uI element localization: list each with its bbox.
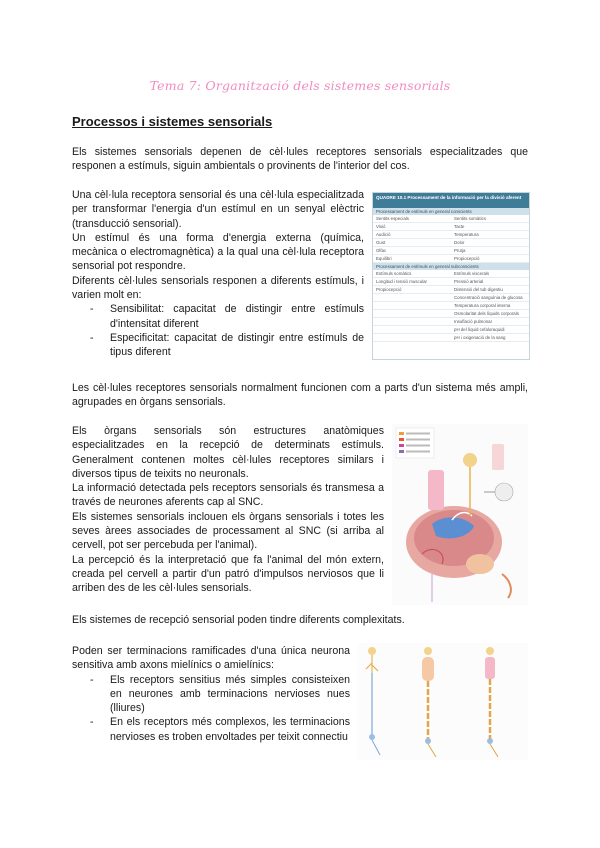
section-heading: Processos i sistemes sensorials bbox=[72, 114, 273, 129]
table-cell: Temperatura bbox=[454, 232, 479, 237]
list-item: - Els receptors sensitius més simples consisteixen en neurones amb terminacions nervioses nues (lliures) bbox=[90, 673, 350, 715]
paragraph-intro: Els sistemes sensorials depenen de cèl·lules receptores sensorials especialitzades que responen a estímuls, siguin ambientals o provinents de l'interior del cos. bbox=[72, 146, 528, 173]
table-row bbox=[373, 326, 529, 334]
table-cell: Equilibri bbox=[376, 256, 392, 261]
table-cell: Estímuls somàtics bbox=[376, 271, 412, 276]
table-cell: Tacte bbox=[454, 224, 465, 229]
table-cell: Visió bbox=[376, 224, 386, 229]
list-item: - En els receptors més complexos, les terminacions nervioses es troben envoltades per teixit connectiu bbox=[90, 716, 350, 743]
paragraph-terminations: Poden ser terminacions ramificades d'una única neurona sensitiva amb axons mielínics o amielínics: bbox=[72, 645, 350, 672]
table-cell bbox=[373, 318, 451, 325]
paragraph-organs: Els òrgans sensorials són estructures anatòmiques especialitzades en la recepció de determinats estímuls. Generalment contenen moltes cèl·lules receptores similars i diversos tipus de teixits no neuronals. bbox=[72, 425, 384, 480]
table-cell: Audició bbox=[376, 232, 391, 237]
table-cell: Distensió del tub digestiu bbox=[454, 287, 503, 292]
table-row bbox=[373, 223, 529, 231]
table-cell bbox=[373, 334, 451, 341]
table-row bbox=[373, 310, 529, 318]
table-cell: Osmolaritat dels líquids corporals bbox=[454, 311, 519, 316]
table-cell: Dolor bbox=[454, 240, 465, 245]
table-section-header: Processament de estímuls en general conscients bbox=[373, 208, 529, 215]
table-cell bbox=[373, 326, 451, 333]
table-body-conscious bbox=[373, 215, 529, 263]
paragraph-variation: Diferents cèl·lules sensorials responen a diferents estímuls, i varien molt en: bbox=[72, 274, 364, 302]
sensory-neurons-illustration bbox=[358, 643, 528, 760]
paragraph-afferent: La informació detectada pels receptors sensorials és transmesa a través de neurones aferents cap al SNC. bbox=[72, 482, 384, 509]
paragraph-receptor-cell: Una cèl·lula receptora sensorial és una cèl·lula especialitzada per transformar l'energia d'un estímul en un senyal elèctric (transducció sensorial). bbox=[72, 189, 364, 230]
neuron-encapsulated bbox=[422, 647, 436, 757]
list-item: - Especificitat: capacitat de distingir entre estímuls de tipus diferent bbox=[90, 331, 364, 359]
bullet-list-properties bbox=[72, 302, 364, 359]
table-cell: Sentits somàtics bbox=[454, 216, 486, 221]
list-item: - Sensibilitat: capacitat de distingir entre estímuls d'intensitat diferent bbox=[90, 303, 364, 330]
table-body-subconscious bbox=[373, 270, 529, 342]
table-cell: Gust bbox=[376, 240, 386, 245]
table-cell bbox=[373, 302, 451, 309]
page-title: Tema 7: Organització dels sistemes sensorials bbox=[149, 78, 451, 93]
paragraph-systems: Els sistemes sensorials inclouen els òrgans sensorials i totes les seves àrees associades de processament al SNC (si arriba al cervell, pot ser percebuda per l'animal). bbox=[72, 510, 384, 552]
neuron-specialized-cell bbox=[485, 647, 498, 757]
table-row bbox=[373, 215, 529, 223]
sensory-pathway-illustration bbox=[392, 424, 528, 605]
table-cell: Longitud i tensió muscular bbox=[376, 279, 428, 284]
table-cell: Pressió arterial bbox=[454, 279, 484, 284]
table-row bbox=[373, 255, 529, 263]
terminations-block bbox=[72, 644, 350, 744]
table-row bbox=[373, 294, 529, 302]
table-cell: Propiocepció bbox=[376, 287, 402, 292]
table-section-header: Processament de estímuls en general subconscients bbox=[373, 263, 529, 270]
organs-block bbox=[72, 424, 384, 596]
table-cell: pH i oxigenació de la sang bbox=[454, 335, 506, 340]
table-cell: Pruïja bbox=[454, 248, 466, 253]
paragraph-complexity: Els sistemes de recepció sensorial poden tindre diferents complexitats. bbox=[72, 614, 405, 626]
table-cell: Temperatura corporal interna bbox=[454, 303, 511, 308]
neuron-free-endings bbox=[366, 647, 380, 755]
table-cell: Concentració sanguínia de glucosa bbox=[454, 295, 523, 300]
table-row bbox=[373, 318, 529, 326]
table-row bbox=[373, 334, 529, 342]
table-cell: Sentits especials bbox=[376, 216, 409, 221]
table-row bbox=[373, 247, 529, 255]
table-cell: Estímuls viscerals bbox=[454, 271, 490, 276]
table-cell: pH del líquid cefaloraquidi bbox=[454, 327, 505, 332]
table-cell: Insuflació pulmonar bbox=[454, 319, 493, 324]
table-cell bbox=[373, 294, 451, 301]
bullet-list-receptors bbox=[72, 673, 350, 744]
table-cell bbox=[373, 310, 451, 317]
afferent-info-table bbox=[372, 192, 530, 360]
table-title: QUADRE 10.1 Processament de la informació per la divisió aferent bbox=[373, 193, 529, 208]
paragraph-stimulus: Un estímul és una forma d'energia externa (química, mecànica o electromagnètica) a la qual una cèl·lula receptora sensorial pot respondre. bbox=[72, 231, 364, 273]
table-row bbox=[373, 231, 529, 239]
table-cell: Propiocepció bbox=[454, 256, 480, 261]
paragraph-groups: Les cèl·lules receptores sensorials normalment funcionen com a parts d'un sistema més ampli, agrupades en òrgans sensorials. bbox=[72, 382, 528, 409]
table-row bbox=[373, 239, 529, 247]
table-cell: Olfac bbox=[376, 248, 387, 253]
paragraph-perception: La percepció és la interpretació que fa l'animal del món extern, creada pel cervell a partir d'un patró d'impulsos nerviosos que li arriben des de les cèl·lules sensorials. bbox=[72, 553, 384, 595]
table-row bbox=[373, 270, 529, 278]
table-row bbox=[373, 302, 529, 310]
table-row bbox=[373, 278, 529, 286]
definitions-block bbox=[72, 188, 364, 360]
table-row bbox=[373, 286, 529, 294]
